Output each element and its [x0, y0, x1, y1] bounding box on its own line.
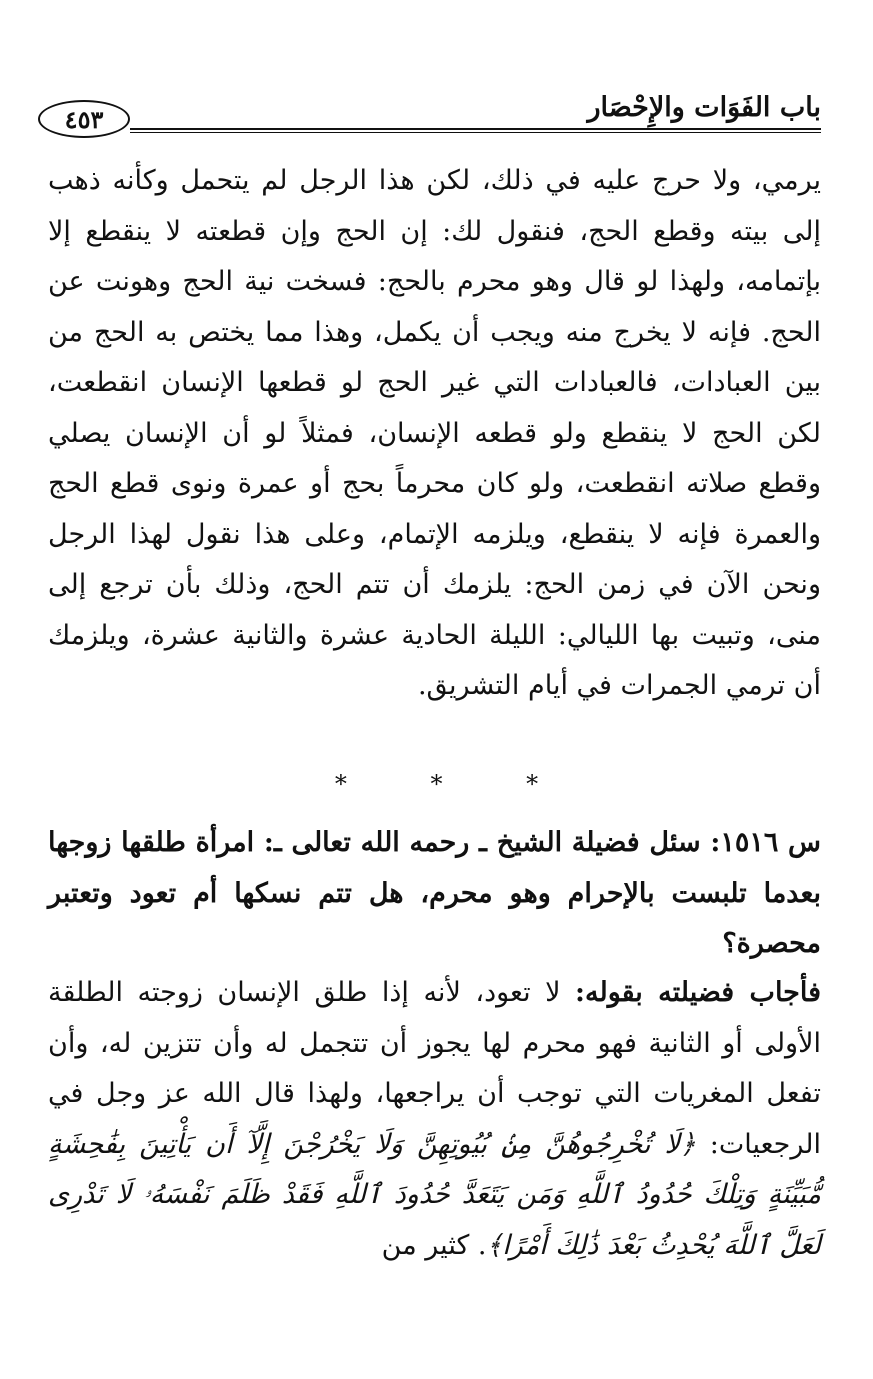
question-number: س ١٥١٦:	[710, 827, 822, 858]
answer-text: لا تعود، لأنه إذا طلق الإنسان زوجته الطلقة الأولى أو الثانية فهو محرم لها يجوز أن تتجمل له وأن تتزين له، وأن تفعل المغريات التي توجب أن يراجعها، ولهذا قال الله عز وجل في الرجعيات:	[48, 977, 821, 1160]
answer-label: فأجاب فضيلته بقوله:	[575, 977, 821, 1008]
body-paragraph: يرمي، ولا حرج عليه في ذلك، لكن هذا الرجل لم يتحمل وكأنه ذهب إلى بيته وقطع الحج، فنقول لك: إن الحج وإن قطعته لا ينقطع إلا بإتمامه، ولهذا لو قال وهو محرم بالحج: فسخت نية الحج وهونت عن الحج. فإنه لا يخرج منه ويجب أن يكمل، وهذا مما يختص به الحج من بين العبادات، فالعبادات التي غير الحج لو قطعها الإنسان انقطعت، لكن الحج لا ينقطع ولو قطعه الإنسان، فمثلاً لو أن الإنسان يصلي وقطع صلاته انقطعت، ولو كان محرماً بحج أو عمرة ونوى قطع الحج والعمرة فإنه لا ينقطع، ويلزمه الإتمام، وعلى هذا نقول لهذا الرجل ونحن الآن في زمن الحج: يلزمك أن تتم الحج، وذلك بأن ترجع إلى منى، وتبيت بها الليالي: الليلة الحادية عشرة والثانية عشرة، ويلزمك أن ترمي الجمرات في أيام التشريق.	[48, 165, 821, 701]
header-rule	[130, 128, 821, 133]
section-separator: * * *	[334, 770, 577, 798]
chapter-title: باب الفَوَات والإِحْصَار	[587, 92, 821, 123]
answer-text-continued: . كثير من	[381, 1229, 487, 1261]
page-header	[38, 88, 821, 144]
answer-paragraph	[48, 968, 821, 1271]
page-number: ٤٥٣	[38, 100, 130, 138]
question-paragraph	[48, 818, 821, 970]
question-text: سئل فضيلة الشيخ ـ رحمه الله تعالى ـ: امرأة طلقها زوجها بعدما تلبست بالإحرام وهو محرم، هل تتم نسكها أم تعود وتعتبر محصرة؟	[48, 827, 821, 959]
quran-verse: ﴿لَا تُخْرِجُوهُنَّ مِنۢ بُيُوتِهِنَّ وَلَا يَخْرُجْنَ إِلَّآ أَن يَأْتِينَ بِفَٰحِشَةٍ مُّبَيِّنَةٍ وَتِلْكَ حُدُودُ ٱللَّهِ وَمَن يَتَعَدَّ حُدُودَ ٱللَّهِ فَقَدْ ظَلَمَ نَفْسَهُۥ لَا تَدْرِى لَعَلَّ ٱللَّهَ يُحْدِثُ بَعْدَ ذَٰلِكَ أَمْرًا﴾	[48, 1128, 821, 1261]
